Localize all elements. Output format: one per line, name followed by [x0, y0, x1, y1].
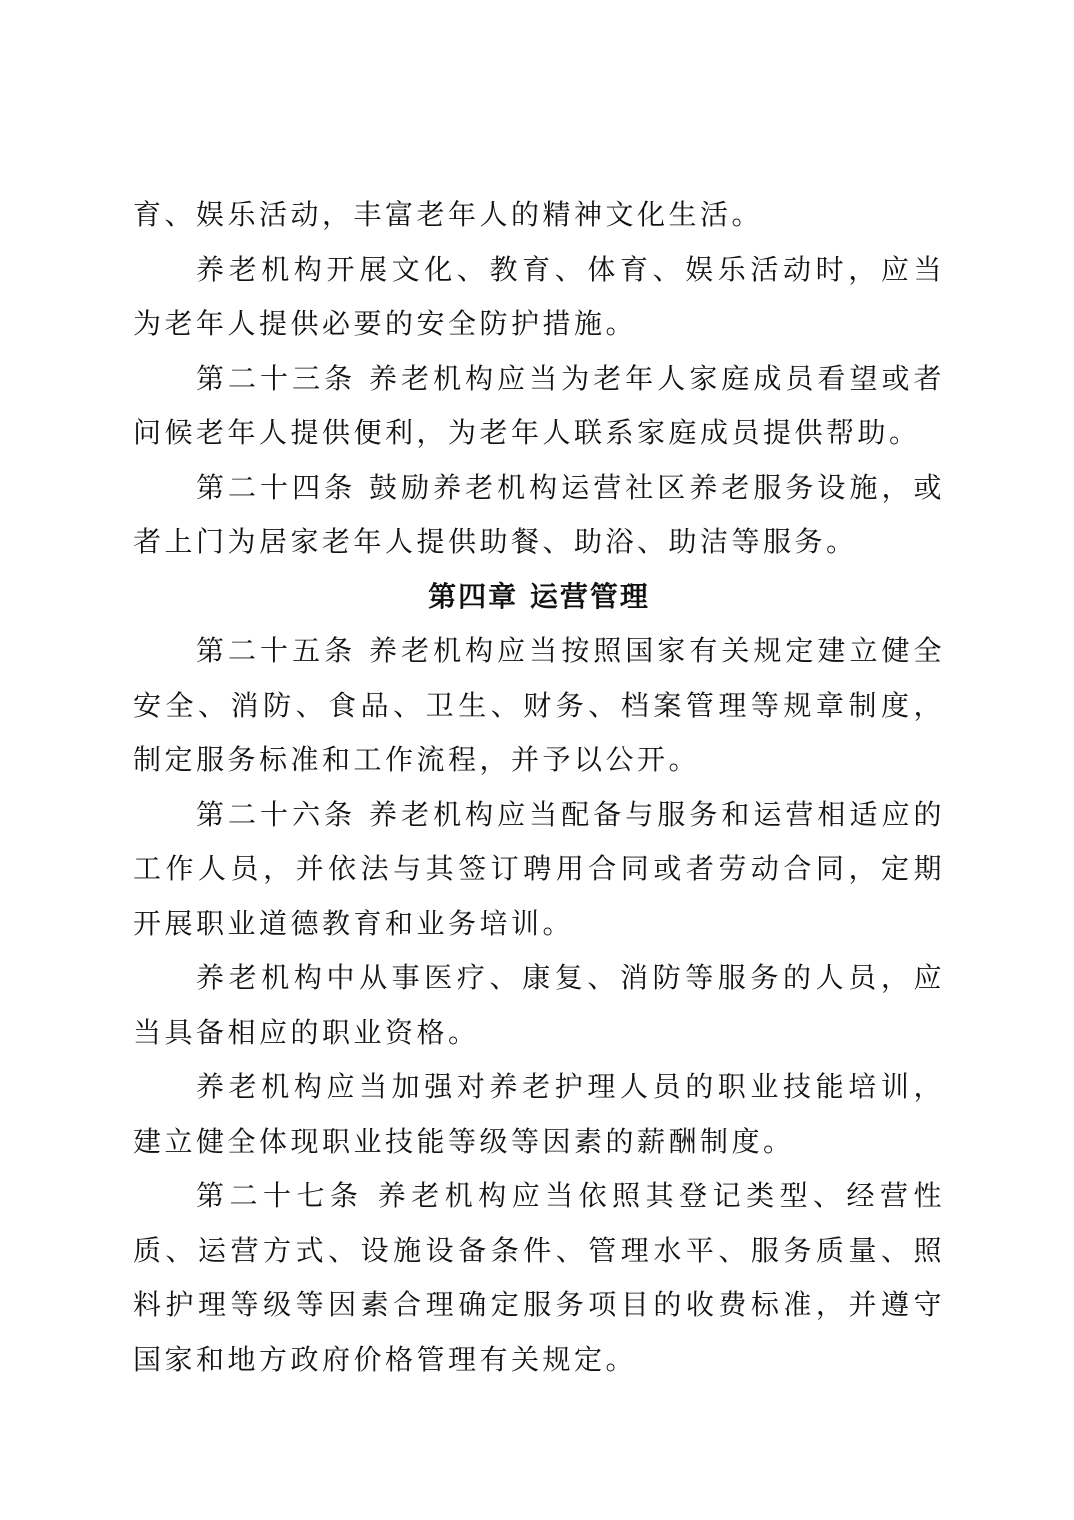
article-26: 第二十六条 养老机构应当配备与服务和运营相适应的工作人员，并依法与其签订聘用合同或者劳动合同，定期开展职业道德教育和业务培训。: [133, 797, 945, 940]
article-24: 第二十四条 鼓励养老机构运营社区养老服务设施，或者上门为居家老年人提供助餐、助浴、助洁等服务。: [133, 470, 945, 558]
paragraph: 养老机构中从事医疗、康复、消防等服务的人员，应当具备相应的职业资格。: [133, 961, 945, 1049]
article-25: 第二十五条 养老机构应当按照国家有关规定建立健全安全、消防、食品、卫生、财务、档案管理等规章制度，制定服务标准和工作流程，并予以公开。: [133, 634, 945, 776]
article-27: 第二十七条 养老机构应当依照其登记类型、经营性质、运营方式、设施设备条件、管理水平、服务质量、照料护理等级等因素合理确定服务项目的收费标准，并遵守国家和地方政府价格管理有关规定。: [133, 1179, 945, 1376]
article-23: 第二十三条 养老机构应当为老年人家庭成员看望或者问候老年人提供便利，为老年人联系家庭成员提供帮助。: [133, 361, 945, 449]
paragraph: 养老机构应当加强对养老护理人员的职业技能培训，建立健全体现职业技能等级等因素的薪酬制度。: [133, 1070, 945, 1158]
chapter-heading: 第四章 运营管理: [428, 579, 650, 613]
paragraph: 养老机构开展文化、教育、体育、娱乐活动时，应当为老年人提供必要的安全防护措施。: [133, 252, 945, 340]
paragraph-continuation: 育、娱乐活动，丰富老年人的精神文化生活。: [133, 198, 764, 231]
document-page: [133, 188, 945, 1387]
